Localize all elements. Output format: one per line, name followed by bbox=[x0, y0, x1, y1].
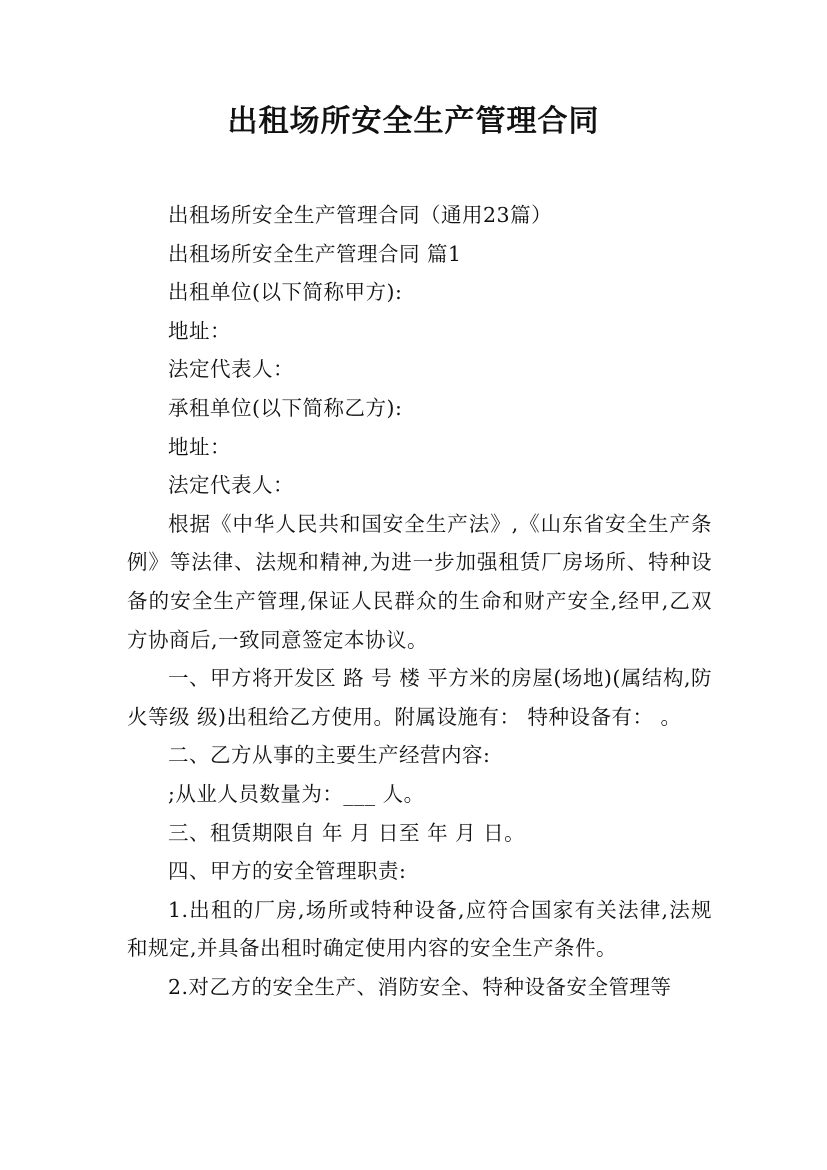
paragraph-preamble: 根据《中华人民共和国安全生产法》,《山东省安全生产条例》等法律、法规和精神,为进一步加强租赁厂房场所、特种设备的安全生产管理,保证人民群众的生命和财产安全,经甲,乙双方协商后,一致同意签定本协议。 bbox=[127, 511, 712, 652]
paragraph-lessee-representative: 法定代表人： bbox=[168, 473, 294, 498]
paragraph-collection-title: 出租场所安全生产管理合同（通用23篇） bbox=[168, 203, 553, 227]
paragraph-clause-3: 三、租赁期限自 年 月 日至 年 月 日。 bbox=[168, 820, 526, 845]
paragraph-lessor: 出租单位(以下简称甲方): bbox=[168, 280, 403, 305]
document-title: 出租场所安全生产管理合同 bbox=[227, 104, 600, 139]
paragraph-lessee: 承租单位(以下简称乙方): bbox=[168, 395, 403, 420]
paragraph-clause-4-item-2: 2.对乙方的安全生产、消防安全、特种设备安全管理等 bbox=[168, 974, 672, 999]
paragraph-staff-count: ;从业人员数量为：___ 人。 bbox=[168, 781, 425, 806]
paragraph-clause-2: 二、乙方从事的主要生产经营内容: bbox=[168, 743, 491, 768]
paragraph-lessee-address: 地址： bbox=[168, 434, 231, 459]
paragraph-lessor-address: 地址： bbox=[168, 318, 231, 343]
paragraph-part-heading: 出租场所安全生产管理合同 篇1 bbox=[168, 241, 462, 266]
document-body bbox=[127, 196, 712, 1006]
paragraph-clause-1: 一、甲方将开发区 路 号 楼 平方米的房屋(场地)(属结构,防火等级 级)出租给乙方使用。附属设施有： 特种设备有： 。 bbox=[127, 666, 712, 729]
paragraph-clause-4: 四、甲方的安全管理职责: bbox=[168, 859, 407, 884]
paragraph-clause-4-item-1: 1.出租的厂房,场所或特种设备,应符合国家有关法律,法规和规定,并具备出租时确定使用内容的安全生产条件。 bbox=[127, 897, 712, 961]
paragraph-lessor-representative: 法定代表人： bbox=[168, 357, 294, 382]
